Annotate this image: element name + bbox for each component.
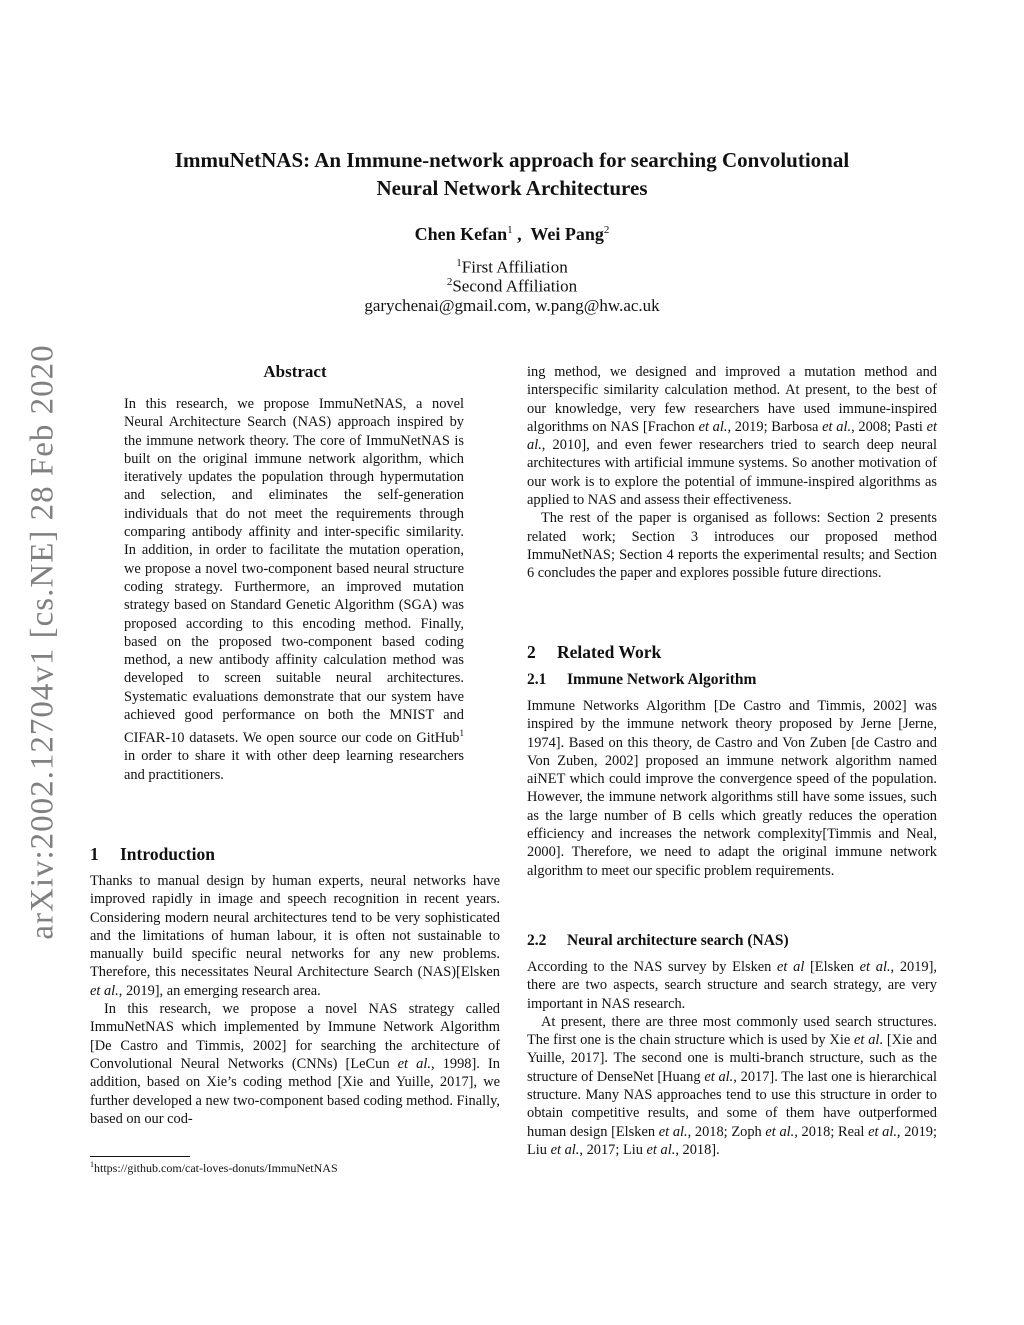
et-al: et al. — [527, 418, 937, 454]
affiliation-1-mark: 1 — [456, 257, 462, 269]
text-run: Thanks to manual design by human experts, neural networks have improved rapidly in image and speech recognition in recent years. Considering modern neural architectures tend to be very sophisticated and the limitations of human labour, it is often not sustainable to manually build specific neural networks for any new problems. Therefore, this necessitates Neural Architecture Search (NAS)[Elsken — [90, 873, 500, 981]
text-run: , 2019], there are two aspects, search structure and search strategy, are very important in NAS research. — [527, 959, 938, 1012]
text-run: In this research, we propose a novel NAS strategy called ImmuNetNAS which implemented by Immune Network Algorithm [De Castro and Timmis, 2002] for searching the architecture of Convolutional Neural Networks (CNNs) [LeCun — [90, 1001, 500, 1072]
nas-body — [527, 958, 937, 1159]
right-column-intro-continued — [527, 363, 937, 583]
footnote-number: 1 — [90, 1160, 94, 1169]
subsection-heading-immune-network — [527, 671, 756, 689]
text-run: , 2017; Liu — [579, 1141, 647, 1158]
text-run: [Elsken — [804, 959, 860, 975]
section-title: Related Work — [557, 642, 662, 662]
abstract-heading: Abstract — [263, 362, 327, 381]
author-1: Chen Kefan — [414, 224, 508, 244]
nas-paragraph-2 — [527, 1013, 937, 1159]
et-al: et al. — [704, 1068, 734, 1085]
abstract-body — [124, 395, 464, 784]
text-run: , 2018; Zoph — [687, 1123, 766, 1140]
et-al-math: et al — [777, 959, 805, 975]
text-run: , 2017]. The last one is hierarchical structure. Many NAS approaches tend to use this structure in order to obtain competitive results, and some of them have outperformed human design [Elsken — [527, 1068, 938, 1140]
subsection-number: 2.2 — [527, 932, 547, 949]
et-al-math: et al — [854, 1032, 880, 1049]
text-run: , 1998]. In addition, based on Xie’s coding method [Xie and Yuille, 2017], we further developed a new two-component based coding method. Finally, based on our cod- — [90, 1055, 500, 1127]
author-list — [90, 224, 934, 245]
text-run: , 2018]. — [675, 1141, 720, 1158]
subsection-heading-nas — [527, 932, 789, 950]
abstract-text-end: in order to share it with other deep learning researchers and practitioners. — [124, 748, 464, 783]
intro-paragraph-2 — [90, 1000, 500, 1128]
section-number: 1 — [90, 844, 99, 864]
text-run: , 2019; Liu — [527, 1123, 937, 1158]
footnote-rule — [90, 1156, 190, 1157]
et-al: et al. — [658, 1123, 688, 1140]
author-2: Wei Pang — [530, 224, 604, 244]
abstract-paragraph — [124, 395, 464, 784]
section-title: Introduction — [120, 844, 215, 864]
author-separator: , — [512, 224, 531, 244]
et-al: et al. — [646, 1141, 676, 1158]
abstract-text: In this research, we propose ImmuNetNAS, a novel Neural Architecture Search (NAS) approach inspired by the immune network theory. The core of ImmuNetNAS is built on the original immune network algorithm, which iteratively updates the population through hypermutation and selection, and eliminates the self-generation individuals that do not meet the requirements through comparing antibody affinity and inter-specific similarity. In addition, in order to facilitate the mutation operation, we propose a novel two-component based neural structure coding strategy. Furthermore, an improved mutation strategy based on Standard Genetic Algorithm (SGA) was proposed according to this encoding method. Finally, based on the proposed two-component based coding method, a new antibody affinity calculation method was developed to screen suitable neural architectures. Systematic evaluations demonstrate that our system have achieved good performance on both the MNIST and CIFAR-10 datasets. We open source our code on GitHub — [124, 396, 464, 747]
text-run: , 2019], an emerging research area. — [118, 982, 321, 999]
nas-paragraph-1 — [527, 958, 937, 1013]
title-line-1: ImmuNetNAS: An Immune-network approach for searching Convolutional — [174, 148, 850, 172]
et-al: et al. — [397, 1055, 431, 1072]
text-run: , 2008; Pasti — [851, 418, 927, 435]
arxiv-identifier: arXiv:2002.12704v1 [cs.NE] 28 Feb 2020 — [24, 344, 61, 940]
affiliation-1-text: First Affiliation — [461, 257, 568, 277]
affiliation-2 — [90, 273, 934, 296]
immune-network-body — [527, 697, 937, 880]
author-emails: garychenai@gmail.com, w.pang@hw.ac.uk — [364, 296, 660, 315]
footnote-link[interactable]: https://github.com/cat-loves-donuts/ImmuNetNAS — [94, 1161, 338, 1175]
et-al: et al. — [550, 1141, 580, 1158]
author-2-affil-mark: 2 — [603, 224, 610, 236]
section-number: 2 — [527, 642, 536, 662]
text-run: , 2018; Real — [794, 1123, 869, 1140]
section-heading-related-work — [527, 642, 661, 663]
footnote — [90, 1160, 338, 1176]
affiliation-2-text: Second Affiliation — [452, 276, 578, 296]
title-line-2: Neural Network Architectures — [376, 176, 648, 200]
text-run: , 2019; Barbosa — [727, 418, 823, 435]
subsection-title: Immune Network Algorithm — [567, 671, 757, 688]
text-run: At present, there are three most commonly used search structures. The first one is the chain structure which is used by Xie — [527, 1013, 937, 1049]
et-al: et al. — [822, 418, 852, 435]
introduction-body — [90, 872, 500, 1128]
et-al: et al. — [765, 1123, 795, 1140]
subsection-number: 2.1 — [527, 671, 547, 688]
et-al: et al. — [698, 418, 728, 435]
section-heading-introduction — [90, 844, 215, 865]
intro-paragraph-4: The rest of the paper is organised as follows: Section 2 presents related work; Section 3 introduces our proposed method ImmuNetNAS; Section 4 reports the experimental results; and Section 6 concludes the paper and explores possible future directions. — [527, 510, 937, 582]
text-run: According to the NAS survey by Elsken — [527, 959, 778, 975]
text-run: , 2010], and even fewer researchers tried to search deep neural architectures with artificial immune systems. So another motivation of our work is to explore the potential of immune-inspired algorithms as applied to NAS and assess their effectiveness. — [527, 437, 937, 509]
footnote-mark: 1 — [459, 728, 464, 739]
affiliation-2-mark: 2 — [446, 276, 453, 288]
intro-paragraph-3 — [527, 363, 937, 509]
et-al: et al. — [868, 1123, 897, 1140]
et-al: et al. — [90, 982, 119, 999]
et-al: et al. — [859, 959, 891, 975]
author-1-affil-mark: 1 — [507, 224, 513, 236]
text-run: . [Xie and Yuille, 2017]. The second one is multi-branch structure, such as the structure of DenseNet [Huang — [527, 1032, 937, 1085]
paper-title — [90, 146, 934, 202]
subsection-title: Neural architecture search (NAS) — [567, 932, 789, 949]
intro-paragraph-1 — [90, 872, 500, 1000]
related-paragraph-1: Immune Networks Algorithm [De Castro and Timmis, 2002] was inspired by the immune network theory proposed by Jerne [Jerne, 1974]. Based on this theory, de Castro and Von Zuben [de Castro and Von Zuben, 2002] proposed an immune network algorithm named aiNET which could improve the convergence speed of the population. However, the immune network algorithms still have some issues, such as the large number of B cells which greatly reduces the operation efficiency and increases the network complexity[Timmis and Neal, 2000]. Therefore, we need to adapt the original immune network algorithm to meet our specific problem requirements. — [527, 698, 937, 879]
text-run: ing method, we designed and improved a mutation method and interspecific similarity calculation method. At present, to the best of our knowledge, very few researchers have used immune-inspired algorithms on NAS [Frachon — [527, 364, 937, 435]
